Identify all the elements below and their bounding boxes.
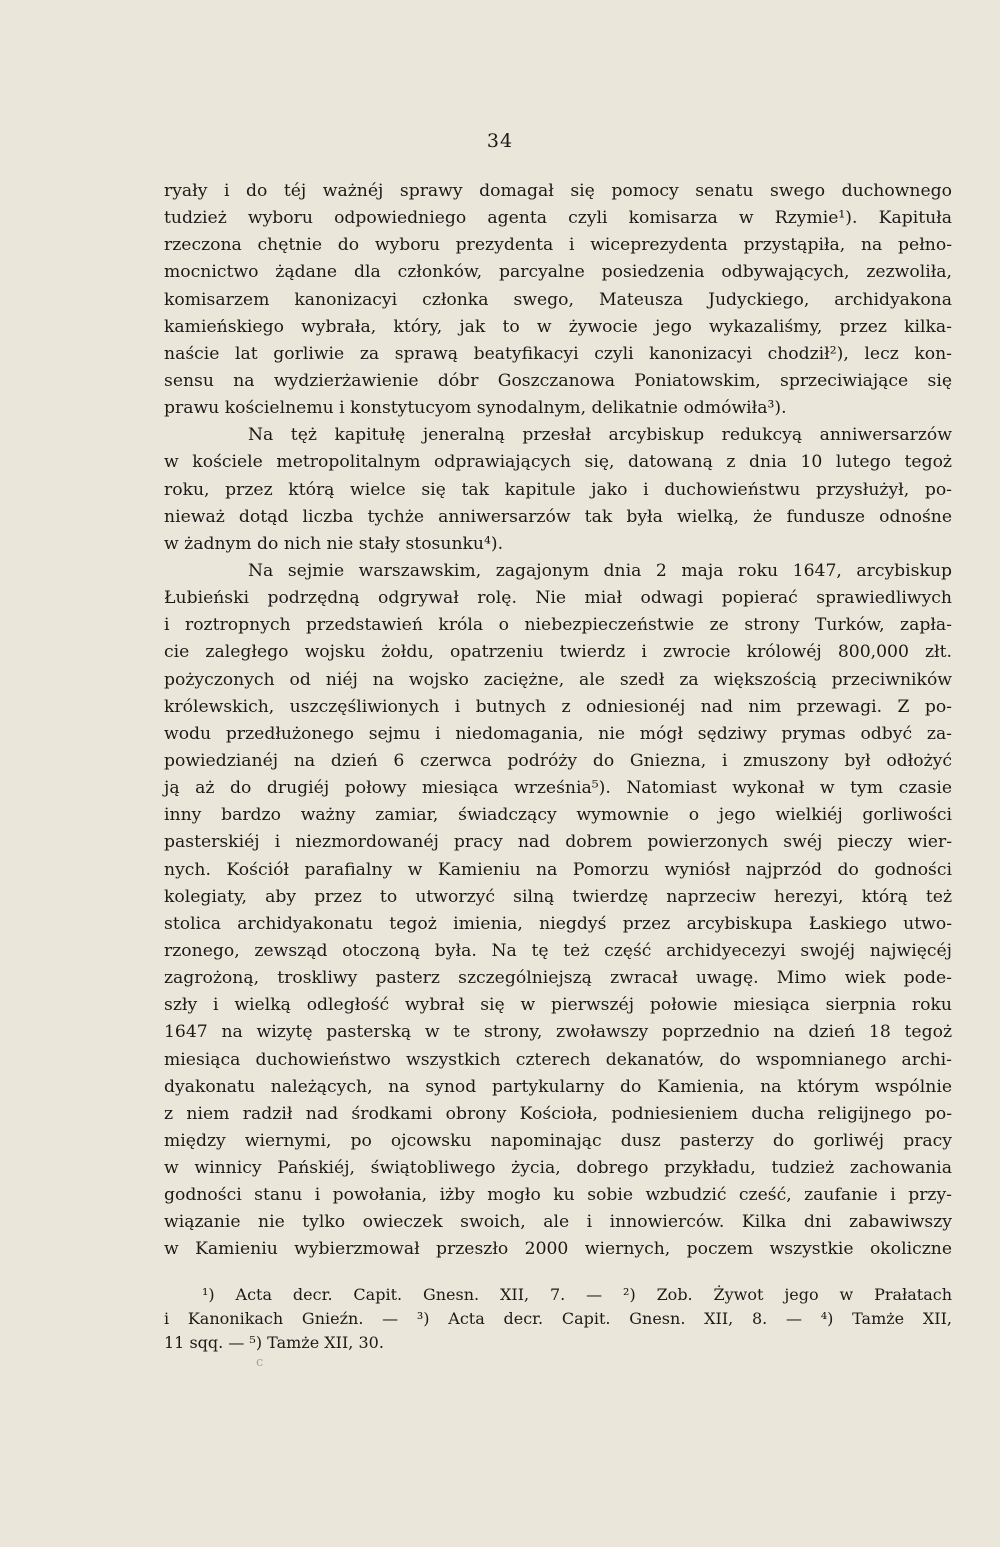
text-line: tudzież wyboru odpowiedniego agenta czyli komisarza w Rzymie¹). Kapituła: [164, 208, 952, 229]
text-line: Łubieński podrzędną odgrywał rolę. Nie miał odwagi popierać sprawiedliwych: [164, 588, 952, 609]
text-line: 1647 na wizytę pasterską w te strony, zwoławszy poprzednio na dzień 18 tegoż: [164, 1022, 952, 1043]
text-line: mocnictwo żądane dla członków, parcyalne posiedzenia odbywających, zezwoliła,: [164, 262, 952, 283]
text-line: w winnicy Pańskiéj, świątobliwego życia, dobrego przykładu, tudzież zachowania: [164, 1158, 952, 1179]
text-line: rzonego, zewsząd otoczoną była. Na tę też część archidyecezyi swojéj najwięcéj: [164, 940, 952, 961]
bottom-mark: c: [256, 1355, 264, 1370]
footnote-line: 11 sqq. — ⁵) Tamże XII, 30.: [164, 1333, 384, 1352]
page-number: 34: [486, 130, 514, 152]
paragraph-start-line: Na sejmie warszawskim, zagajonym dnia 2 maja roku 1647, arcybiskup: [248, 560, 952, 581]
text-line: inny bardzo ważny zamiar, świadczący wymownie o jego wielkiéj gorliwości: [164, 805, 952, 826]
text-line: pasterskiéj i niezmordowanéj pracy nad dobrem powierzonych swéj pieczy wier-: [164, 832, 952, 853]
text-line: wodu przedłużonego sejmu i niedomagania, nie mógł sędziwy prymas odbyć za-: [164, 723, 952, 744]
text-line: w kościele metropolitalnym odprawiających się, datowaną z dnia 10 lutego tegoż: [164, 452, 952, 473]
text-line: miesiąca duchowieństwo wszystkich czterech dekanatów, do wspomnianego archi-: [164, 1049, 952, 1070]
text-line: szły i wielką odległość wybrał się w pierwszéj połowie miesiąca sierpnia roku: [164, 995, 952, 1016]
text-line: roku, przez którą wielce się tak kapitule jako i duchowieństwu przysłużył, po-: [164, 479, 952, 500]
text-line: z niem radził nad środkami obrony Kościoła, podniesieniem ducha religijnego po-: [164, 1103, 952, 1124]
text-line: królewskich, uszczęśliwionych i butnych z odniesionéj nad nim przewagi. Z po-: [164, 696, 952, 717]
body-text: [164, 178, 952, 1264]
text-line: sensu na wydzierżawienie dóbr Goszczanowa Poniatowskim, sprzeciwiające się: [164, 370, 952, 391]
text-line: pożyczonych od niéj na wojsko zaciężne, ale szedł za większością przeciwników: [164, 669, 952, 690]
text-line: dyakonatu należących, na synod partykularny do Kamienia, na którym wspólnie: [164, 1076, 952, 1097]
text-line: kolegiaty, aby przez to utworzyć silną twierdzę naprzeciw herezyi, którą też: [164, 886, 952, 907]
text-line: komisarzem kanonizacyi członka swego, Mateusza Judyckiego, archidyakona: [164, 289, 952, 310]
text-line: naście lat gorliwie za sprawą beatyfikacyi czyli kanonizacyi chodził²), lecz kon-: [164, 343, 952, 364]
footnote-line: ¹) Acta decr. Capit. Gnesn. XII, 7. — ²) Zob. Żywot jego w Prałatach: [202, 1285, 952, 1304]
text-line: rzeczona chętnie do wyboru prezydenta i wiceprezydenta przystąpiła, na pełno-: [164, 235, 952, 256]
text-line: w żadnym do nich nie stały stosunku⁴).: [164, 533, 504, 554]
text-line: nieważ dotąd liczba tychże anniwersarzów tak była wielką, że fundusze odnośne: [164, 506, 952, 527]
text-line: zagrożoną, troskliwy pasterz szczególniejszą zwracał uwagę. Mimo wiek pode-: [164, 968, 952, 989]
text-line: prawu kościelnemu i konstytucyom synodalnym, delikatnie odmówiła³).: [164, 398, 787, 419]
text-line: kamieńskiego wybrała, który, jak to w żywocie jego wykazaliśmy, przez kilka-: [164, 316, 952, 337]
paragraph-start-line: Na tęż kapitułę jeneralną przesłał arcybiskup redukcyą anniwersarzów: [248, 425, 952, 446]
text-line: powiedzianéj na dzień 6 czerwca podróży do Gniezna, i zmuszony był odłożyć: [164, 750, 952, 771]
text-line: cie zaległego wojsku żołdu, opatrzeniu twierdz i zwrocie królowéj 800,000 złt.: [164, 642, 952, 663]
text-line: w Kamieniu wybierzmował przeszło 2000 wiernych, poczem wszystkie okoliczne: [164, 1239, 952, 1260]
text-line: wiązanie nie tylko owieczek swoich, ale i innowierców. Kilka dni zabawiwszy: [164, 1212, 952, 1233]
text-line: między wiernymi, po ojcowsku napominając dusz pasterzy do gorliwéj pracy: [164, 1130, 952, 1151]
text-line: i roztropnych przedstawień króla o niebezpieczeństwie ze strony Turków, zapła-: [164, 615, 952, 636]
text-line: godności stanu i powołania, iżby mogło ku sobie wzbudzić cześć, zaufanie i przy-: [164, 1185, 952, 1206]
text-line: ryały i do téj ważnéj sprawy domagał się pomocy senatu swego duchownego: [164, 181, 952, 201]
footnote-line: i Kanonikach Gnieźn. — ³) Acta decr. Capit. Gnesn. XII, 8. — ⁴) Tamże XII,: [164, 1309, 952, 1328]
text-line: nych. Kościół parafialny w Kamieniu na Pomorzu wyniósł najprzód do godności: [164, 859, 952, 880]
text-line: stolica archidyakonatu tegoż imienia, niegdyś przez arcybiskupa Łaskiego utwo-: [164, 913, 952, 934]
text-line: ją aż do drugiéj połowy miesiąca września⁵). Natomiast wykonał w tym czasie: [164, 778, 952, 799]
footnotes: [164, 1283, 952, 1355]
